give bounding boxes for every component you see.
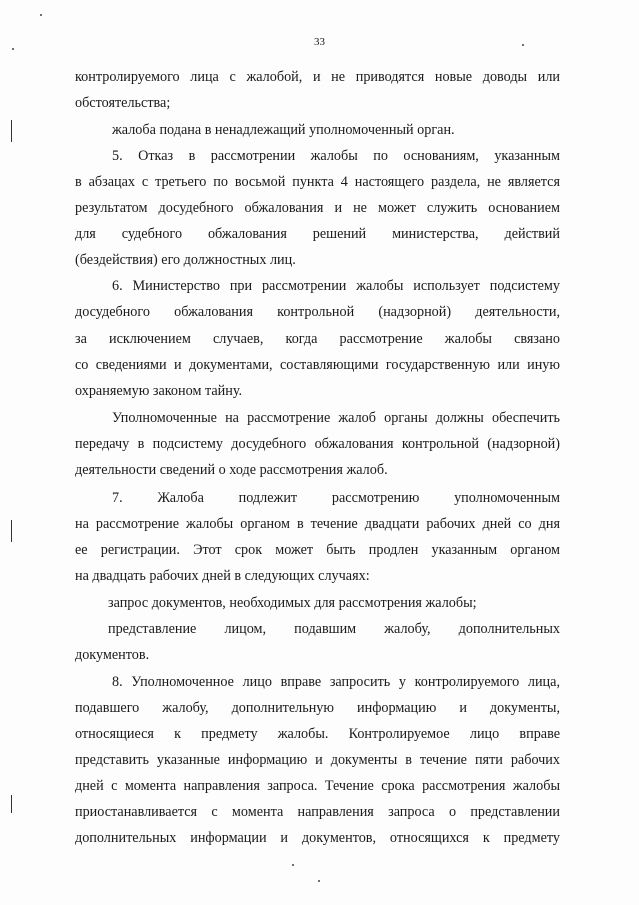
text-line: 5. Отказ в рассмотрении жалобы по основаниям, указанным	[112, 148, 560, 164]
text-line: (бездействия) его должностных лиц.	[75, 252, 296, 268]
scan-mark-left-middle	[11, 520, 12, 542]
text-line: на двадцать рабочих дней в следующих случаях:	[75, 568, 370, 584]
scan-dot-3	[522, 44, 524, 46]
text-line: ее регистрации. Этот срок может быть продлен указанным органом	[75, 542, 560, 558]
text-line: в абзацах с третьего по восьмой пункта 4 настоящего раздела, не является	[75, 174, 560, 190]
text-line: 7. Жалоба подлежит рассмотрению уполномоченным	[112, 490, 560, 506]
scan-dot-5	[318, 880, 320, 882]
text-line: со сведениями и документами, составляющими государственную или иную	[75, 357, 560, 373]
page-number: 33	[314, 36, 325, 48]
text-line: для судебного обжалования решений министерства, действий	[75, 226, 560, 242]
text-line: передачу в подсистему досудебного обжалования контрольной (надзорной)	[75, 436, 560, 452]
text-line: представить указанные информацию и документы в течение пяти рабочих	[75, 752, 560, 768]
text-line: на рассмотрение жалобы органом в течение двадцати рабочих дней со дня	[75, 516, 560, 532]
text-line: контролируемого лица с жалобой, и не приводятся новые доводы или	[75, 69, 560, 85]
scan-dot-4	[292, 864, 294, 866]
text-line: дней с момента направления запроса. Течение срока рассмотрения жалобы	[75, 778, 560, 794]
scan-mark-left-top	[11, 120, 12, 142]
text-line: жалоба подана в ненадлежащий уполномоченный орган.	[112, 122, 455, 138]
text-line: представление лицом, подавшим жалобу, дополнительных	[108, 621, 560, 637]
scan-dot-2	[12, 48, 14, 50]
text-line: результатом досудебного обжалования и не может служить основанием	[75, 200, 560, 216]
text-line: за исключением случаев, когда рассмотрение жалобы связано	[75, 331, 560, 347]
text-line: 6. Министерство при рассмотрении жалобы использует подсистему	[112, 278, 560, 294]
text-line: запрос документов, необходимых для рассмотрения жалобы;	[108, 595, 477, 611]
text-line: досудебного обжалования контрольной (надзорной) деятельности,	[75, 304, 560, 320]
text-line: приостанавливается с момента направления запроса о представлении	[75, 804, 560, 820]
text-line: относящиеся к предмету жалобы. Контролируемое лицо вправе	[75, 726, 560, 742]
text-line: Уполномоченные на рассмотрение жалоб органы должны обеспечить	[112, 410, 560, 426]
text-line: документов.	[75, 647, 150, 663]
text-line: подавшего жалобу, дополнительную информацию и документы,	[75, 700, 560, 716]
scan-mark-left-bottom	[11, 795, 12, 813]
text-line: дополнительных информации и документов, относящихся к предмету	[75, 830, 560, 846]
scan-dot-1	[40, 14, 42, 16]
text-line: 8. Уполномоченное лицо вправе запросить у контролируемого лица,	[112, 674, 560, 690]
text-line: охраняемую законом тайну.	[75, 383, 243, 399]
text-line: деятельности сведений о ходе рассмотрения жалоб.	[75, 462, 388, 478]
text-line: обстоятельства;	[75, 95, 171, 111]
